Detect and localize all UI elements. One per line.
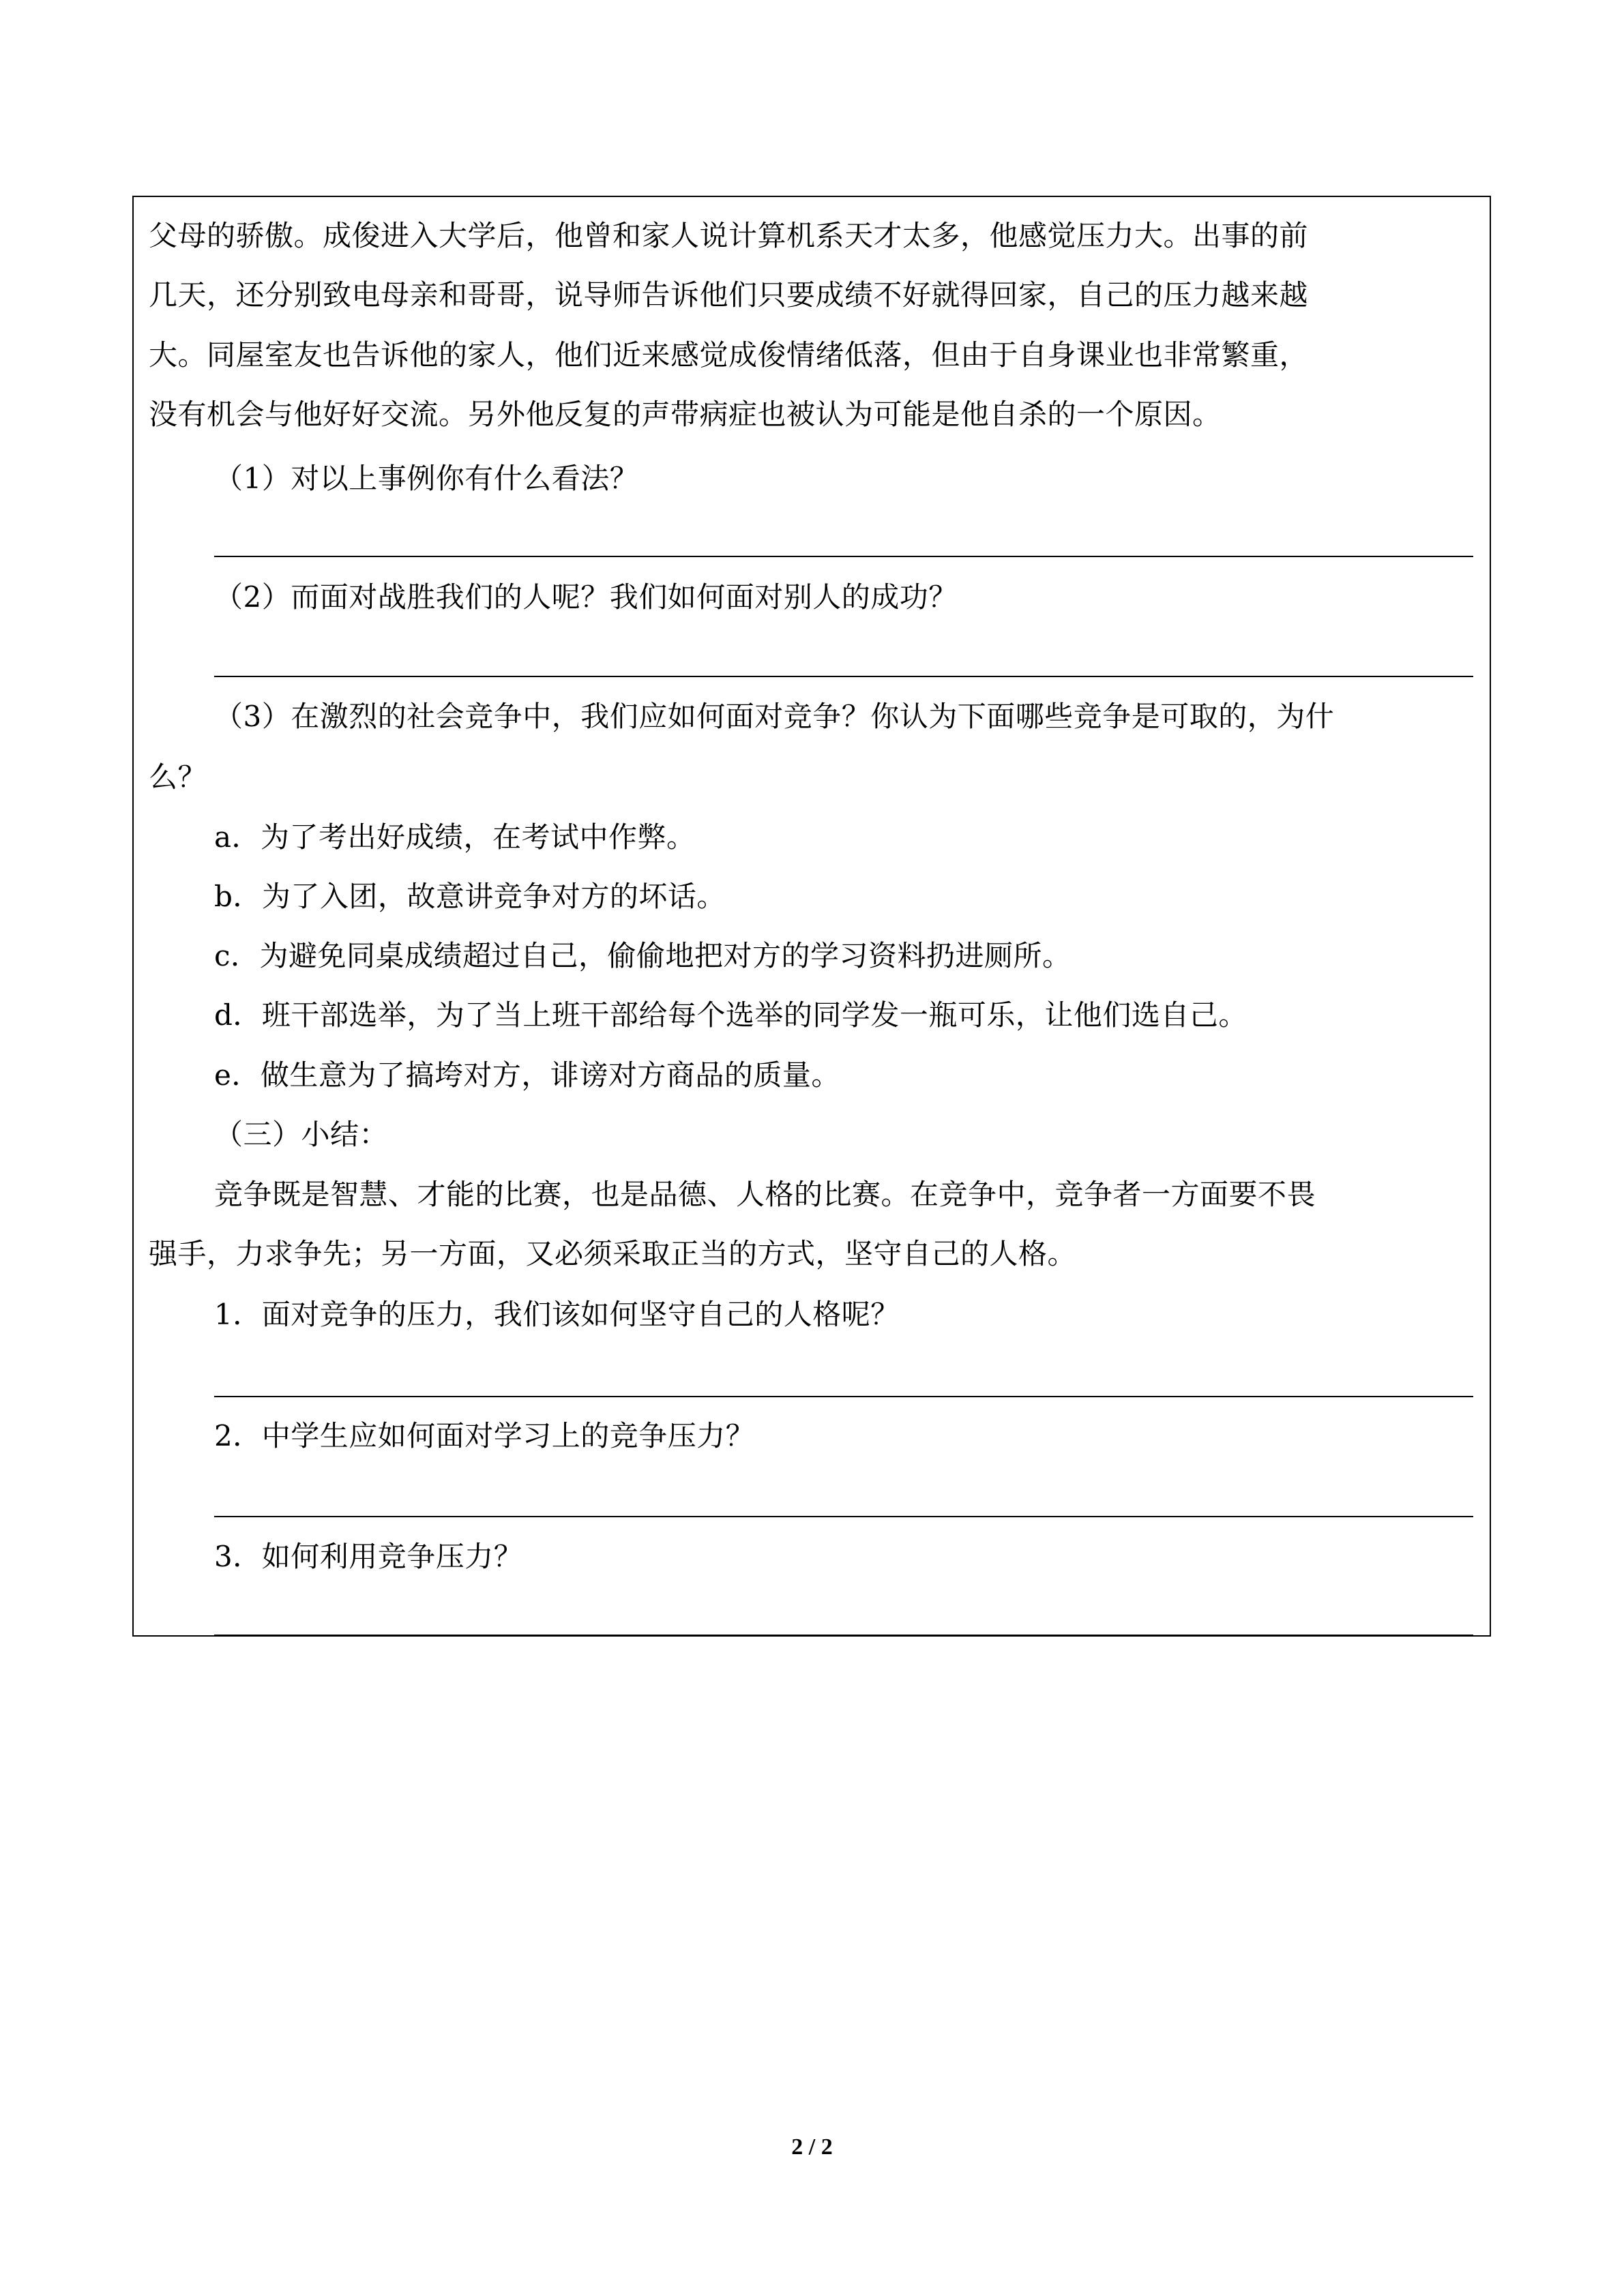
summary-line-1: 竞争既是智慧、才能的比赛，也是品德、人格的比赛。在竞争中，竞争者一方面要不畏 xyxy=(214,1178,1316,1211)
question-2: （2）而面对战胜我们的人呢？我们如何面对别人的成功？ xyxy=(214,580,958,614)
question-3-line-2: 么？ xyxy=(149,760,207,794)
question-1: （1）对以上事例你有什么看法？ xyxy=(214,462,639,495)
final-question-2: 2．中学生应如何面对学习上的竞争压力？ xyxy=(214,1419,755,1452)
paragraph-line-4: 没有机会与他好好交流。另外他反复的声带病症也被认为可能是他自杀的一个原因。 xyxy=(149,398,1222,431)
option-a: a．为了考出好成绩，在考试中作弊。 xyxy=(214,820,696,854)
summary-line-2: 强手，力求争先；另一方面，又必须采取正当的方式，坚守自己的人格。 xyxy=(149,1237,1077,1270)
final-question-1: 1．面对竞争的压力，我们该如何坚守自己的人格呢？ xyxy=(214,1298,900,1331)
answer-line-final-3[interactable] xyxy=(214,1635,1473,1636)
option-d: d．班干部选举，为了当上班干部给每个选举的同学发一瓶可乐，让他们选自己。 xyxy=(214,998,1247,1032)
option-b: b．为了入团，故意讲竞争对方的坏话。 xyxy=(214,880,726,913)
final-question-3: 3．如何利用竞争压力？ xyxy=(214,1540,523,1573)
answer-line-final-1[interactable] xyxy=(214,1396,1473,1397)
summary-heading: （三）小结： xyxy=(214,1118,389,1151)
page-number: 2 / 2 xyxy=(791,2134,833,2160)
option-c: c．为避免同桌成绩超过自己，偷偷地把对方的学习资料扔进厕所。 xyxy=(214,939,1072,972)
answer-line-q1[interactable] xyxy=(214,556,1473,557)
paragraph-line-1: 父母的骄傲。成俊进入大学后，他曾和家人说计算机系天才太多，他感觉压力大。出事的前 xyxy=(149,219,1309,252)
paragraph-line-2: 几天，还分别致电母亲和哥哥，说导师告诉他们只要成绩不好就得回家，自己的压力越来越 xyxy=(149,278,1309,312)
answer-line-final-2[interactable] xyxy=(214,1516,1473,1517)
question-3-line-1: （3）在激烈的社会竞争中，我们应如何面对竞争？你认为下面哪些竞争是可取的，为什 xyxy=(214,700,1335,733)
option-e: e．做生意为了搞垮对方，诽谤对方商品的质量。 xyxy=(214,1058,840,1092)
answer-line-q2[interactable] xyxy=(214,676,1473,677)
paragraph-line-3: 大。同屋室友也告诉他的家人，他们近来感觉成俊情绪低落，但由于自身课业也非常繁重， xyxy=(149,338,1309,372)
